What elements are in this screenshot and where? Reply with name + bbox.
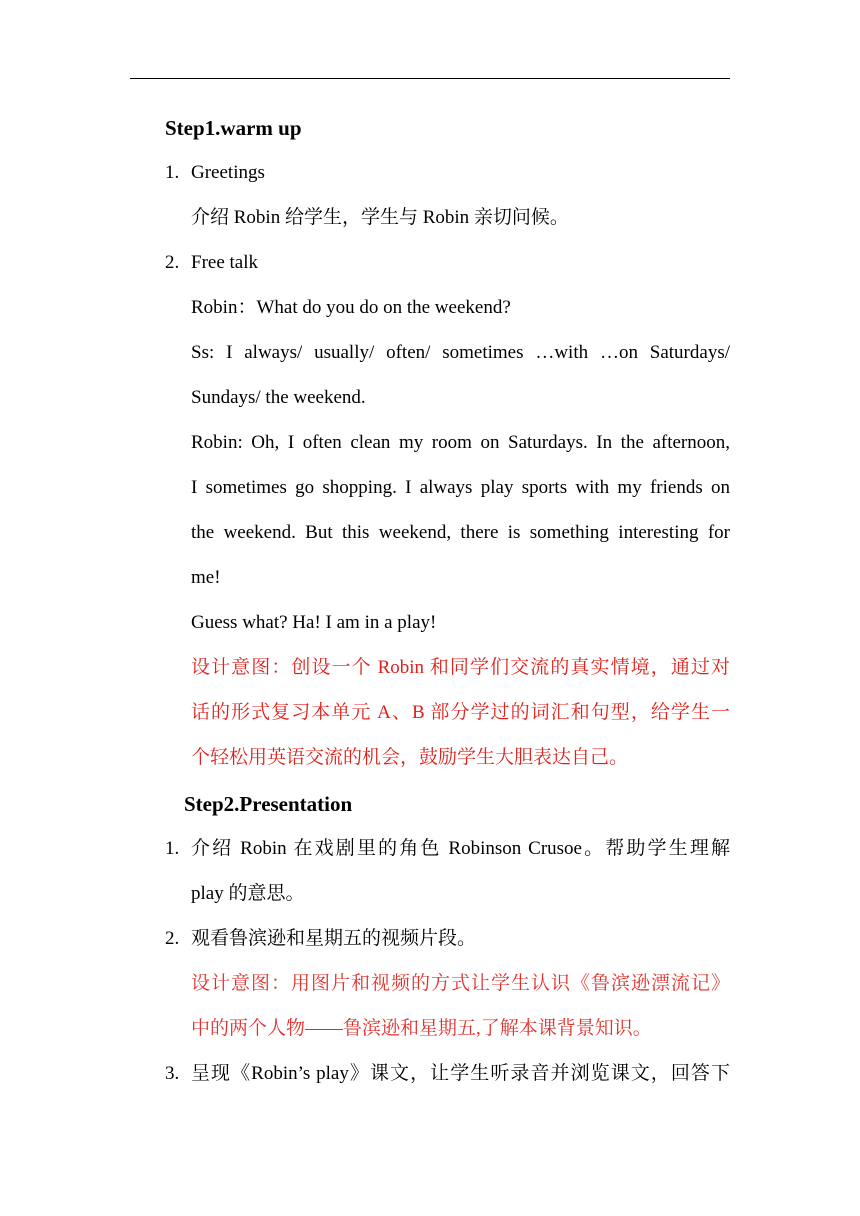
design-intent-line: 设计意图：创设一个 Robin 和同学们交流的真实情境，通过对 xyxy=(191,657,730,678)
step2-heading: Step2.Presentation xyxy=(184,792,353,816)
design-intent-line: 设计意图：用图片和视频的方式让学生认识《鲁滨逊漂流记》 xyxy=(191,973,730,994)
step2-item2-title: 观看鲁滨逊和星期五的视频片段。 xyxy=(191,928,477,949)
step2-item3-number: 3. xyxy=(165,1063,180,1084)
design-intent-line: 话的形式复习本单元 A、B 部分学过的词汇和句型，给学生一 xyxy=(191,702,730,723)
step1-item1-content: 介绍 Robin 给学生，学生与 Robin 亲切问候。 xyxy=(191,207,569,228)
step2-item3-title: 呈现《Robin’s play》课文，让学生听录音并浏览课文，回答下 xyxy=(191,1063,730,1084)
dialogue-line: I sometimes go shopping. I always play sports with my friends on xyxy=(191,477,730,498)
design-intent-line: 个轻松用英语交流的机会，鼓励学生大胆表达自己。 xyxy=(191,747,629,768)
dialogue-line: me! xyxy=(191,567,221,588)
dialogue-line: Robin: Oh, I often clean my room on Saturdays. In the afternoon, xyxy=(191,432,730,453)
step2-item1-line: 介绍 Robin 在戏剧里的角色 Robinson Crusoe。帮助学生理解 xyxy=(191,838,730,859)
step2-item2-number: 2. xyxy=(165,928,180,949)
header-rule xyxy=(130,78,730,79)
step2-item1-line: play 的意思。 xyxy=(191,883,305,904)
step1-item1-title: Greetings xyxy=(191,162,265,183)
dialogue-line: Robin：What do you do on the weekend? xyxy=(191,297,511,318)
step1-item2-number: 2. xyxy=(165,252,180,273)
dialogue-line: Ss: I always/ usually/ often/ sometimes …with …on Saturdays/ xyxy=(191,342,730,363)
step1-item2-title: Free talk xyxy=(191,252,259,273)
dialogue-line: the weekend. But this weekend, there is something interesting for xyxy=(191,522,730,543)
dialogue-line: Guess what? Ha! I am in a play! xyxy=(191,612,437,633)
step2-item1-number: 1. xyxy=(165,838,180,859)
step1-heading: Step1.warm up xyxy=(165,116,302,140)
dialogue-line: Sundays/ the weekend. xyxy=(191,387,366,408)
step1-item1-number: 1. xyxy=(165,162,180,183)
design-intent-line: 中的两个人物——鲁滨逊和星期五,了解本课背景知识。 xyxy=(191,1018,652,1039)
